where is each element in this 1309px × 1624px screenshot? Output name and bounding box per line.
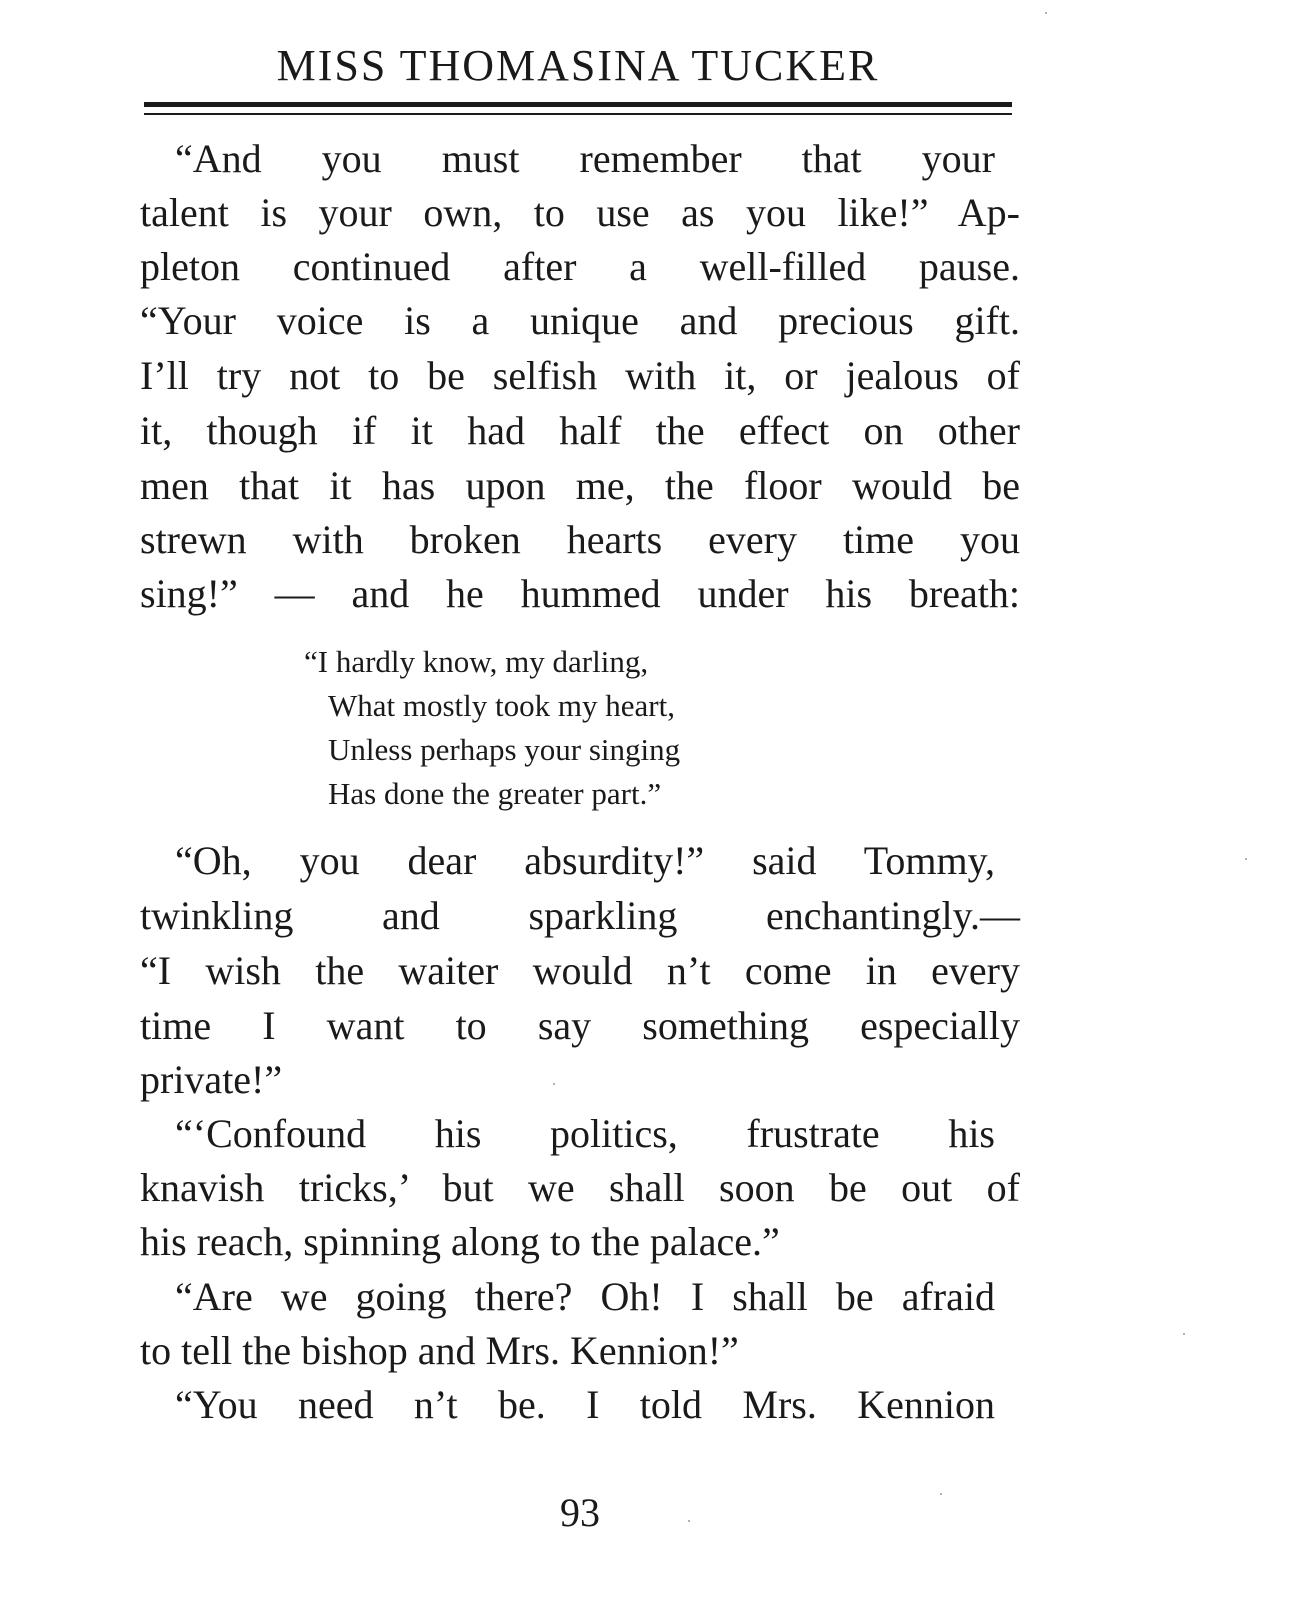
text-line: “Your voice is a unique and precious gift. <box>140 298 1020 343</box>
text-line: to tell the bishop and Mrs. Kennion!” <box>140 1328 739 1373</box>
text-line: his reach, spinning along to the palace.” <box>140 1219 780 1264</box>
text-line: sing!” — and he hummed under his breath: <box>140 571 1020 616</box>
verse-line: Unless perhaps your singing <box>328 732 681 767</box>
text-line: “‘Confound his politics, frustrate his <box>175 1111 995 1156</box>
text-line: time I want to say something especially <box>140 1003 1020 1048</box>
scan-speck <box>688 1520 690 1522</box>
text-line: I’ll try not to be selfish with it, or jealous of <box>140 353 1020 398</box>
verse-line: Has done the greater part.” <box>328 776 662 811</box>
text-line: pleton continued after a well-filled pause. <box>140 244 1020 289</box>
text-line: “Are we going there? Oh! I shall be afraid <box>175 1274 995 1319</box>
header-rule-thick <box>144 102 1012 107</box>
text-line: it, though if it had half the effect on other <box>140 408 1020 453</box>
scan-speck <box>1245 858 1247 860</box>
text-line: knavish tricks,’ but we shall soon be out of <box>140 1165 1020 1210</box>
text-line: “Oh, you dear absurdity!” said Tommy, <box>175 838 995 883</box>
verse-line: What mostly took my heart, <box>328 688 675 723</box>
scan-speck <box>940 1493 942 1495</box>
text-line: “You need n’t be. I told Mrs. Kennion <box>175 1382 995 1427</box>
text-line: men that it has upon me, the floor would be <box>140 463 1020 508</box>
verse-line: “I hardly know, my darling, <box>304 644 649 679</box>
scan-speck <box>553 1083 555 1085</box>
page-number: 93 <box>560 1490 600 1535</box>
text-line: twinkling and sparkling enchantingly.— <box>140 893 1020 938</box>
scan-speck <box>1183 1333 1185 1335</box>
header-rule-thin <box>144 113 1012 115</box>
text-line: talent is your own, to use as you like!” Ap- <box>140 190 1020 235</box>
scan-speck <box>1045 12 1047 14</box>
text-line: strewn with broken hearts every time you <box>140 517 1020 562</box>
text-line: private!” <box>140 1057 283 1102</box>
text-line: “And you must remember that your <box>175 136 995 181</box>
text-line: “I wish the waiter would n’t come in every <box>140 948 1020 993</box>
running-title: MISS THOMASINA TUCKER <box>276 41 880 90</box>
